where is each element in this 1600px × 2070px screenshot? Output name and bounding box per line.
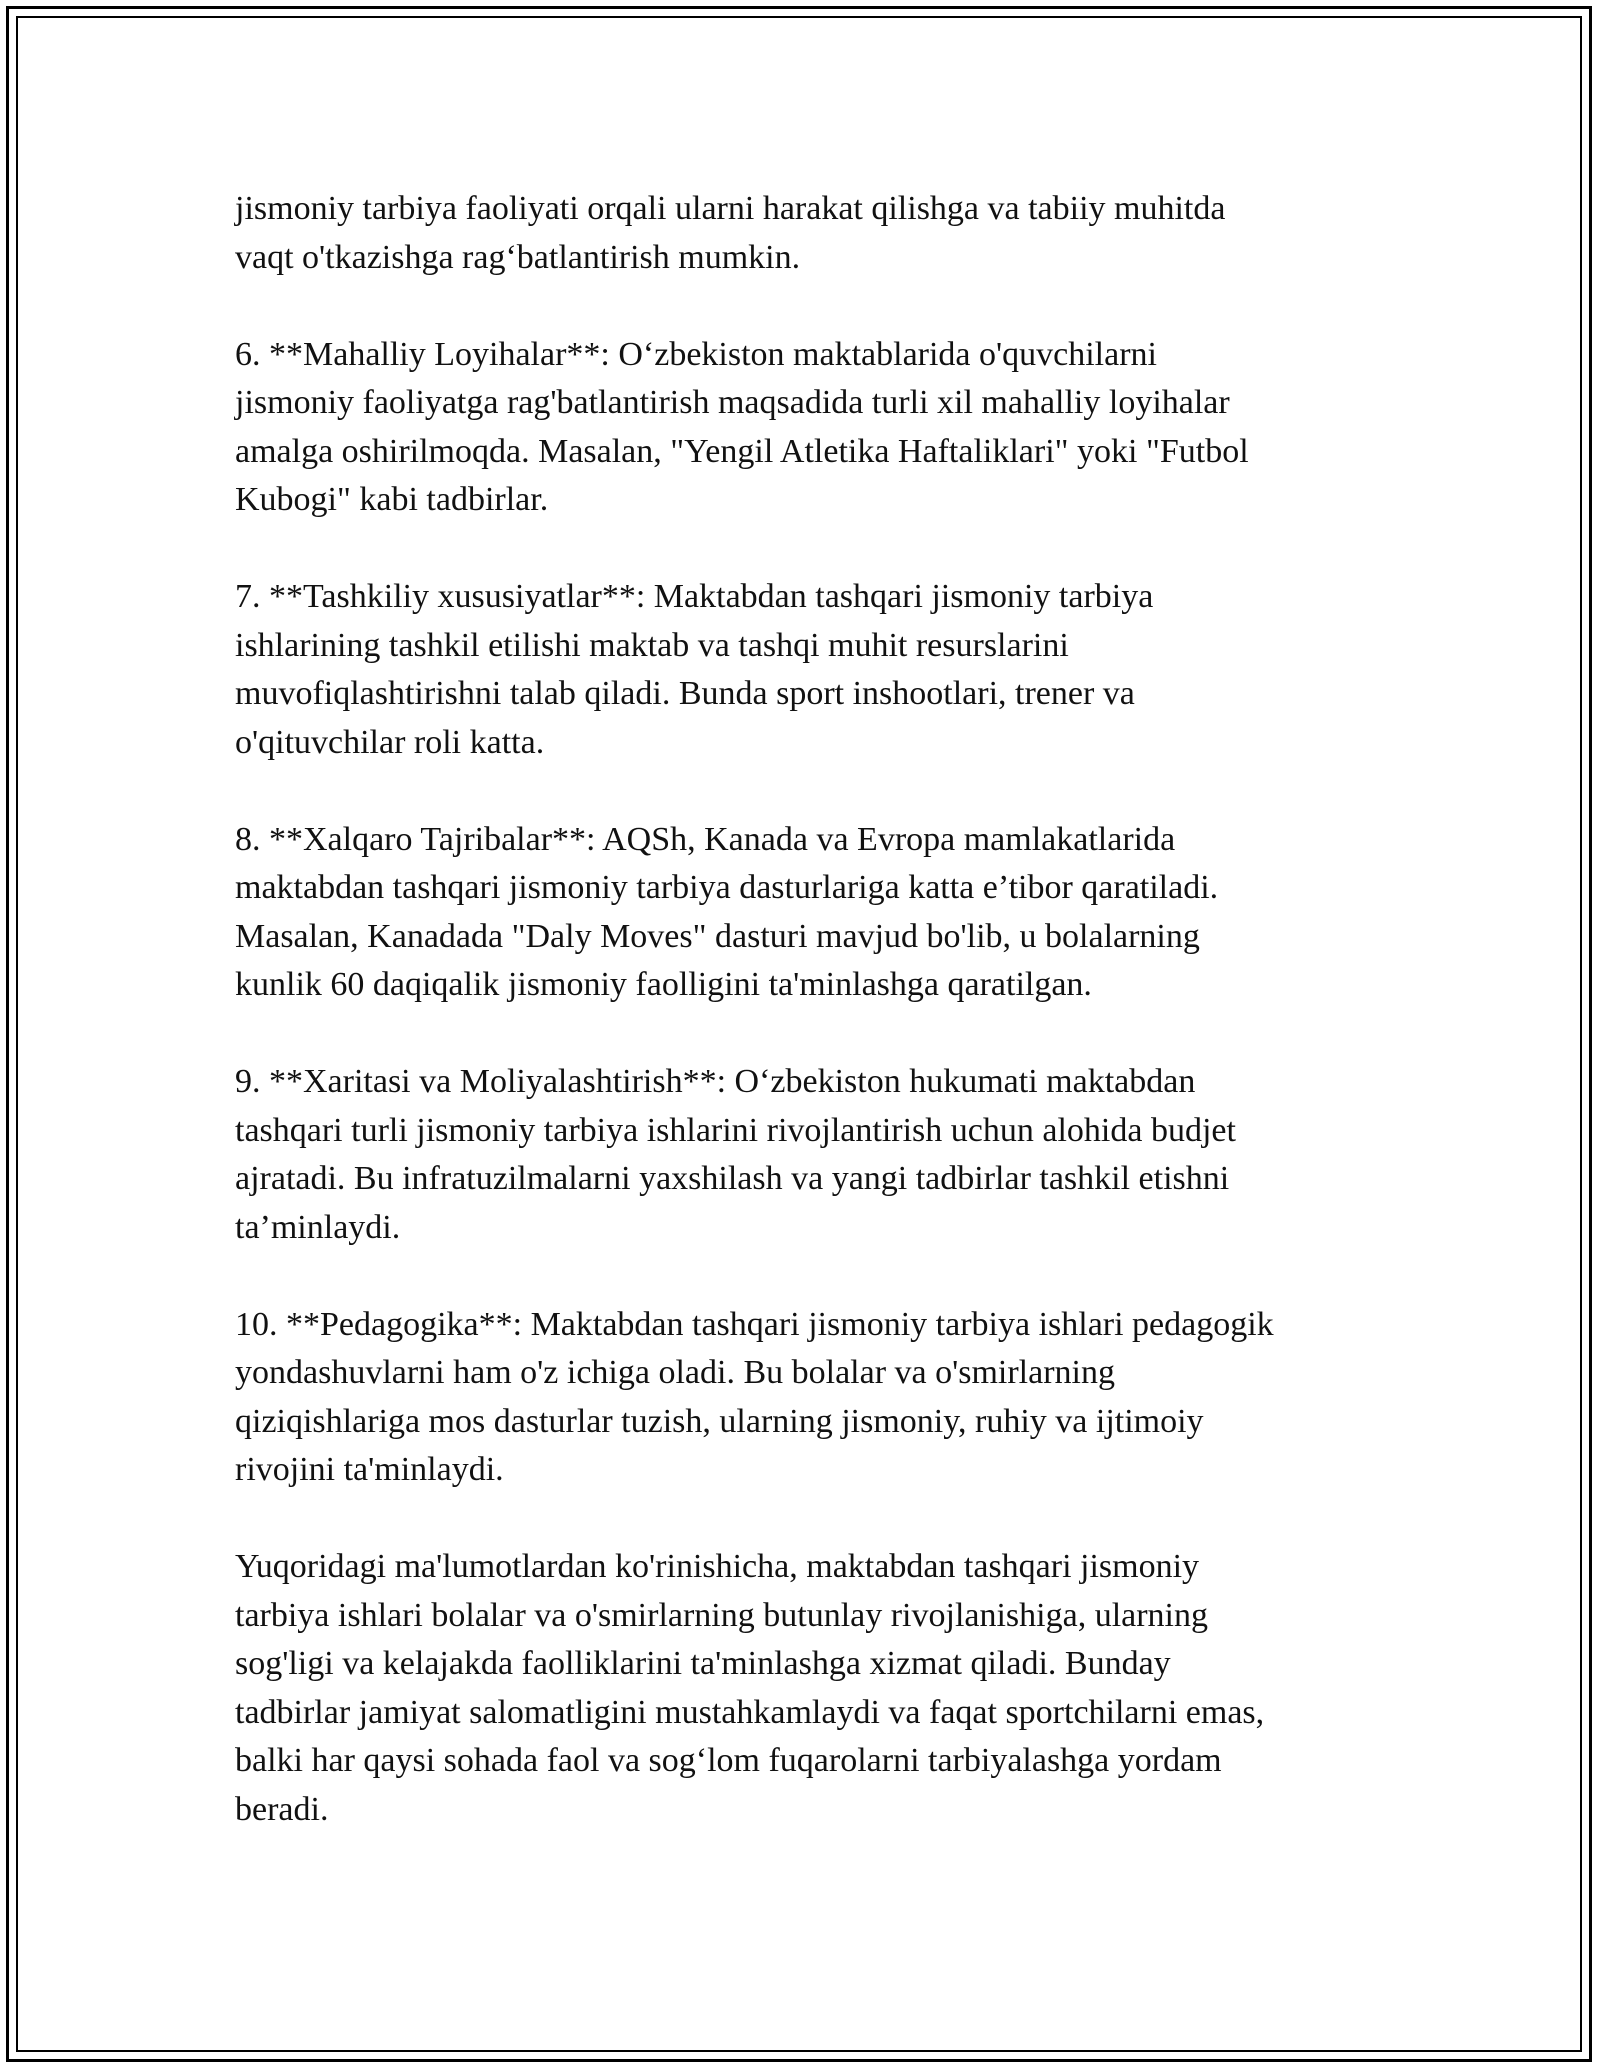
paragraph-conclusion: Yuqoridagi ma'lumotlardan ko'rinishicha, maktabdan tashqari jismoniy tarbiya ishlari bolalar va o'smirlarning butunlay rivojlanishiga, ularning sog'ligi va kelajakda faolliklarini ta'minlashga xizmat qiladi. Bunday tadbirlar jamiyat salomatligini mustahkamlaydi va faqat sportchilarni emas, balki har qaysi sohada faol va sog‘lom fuqarolarni tarbiyalashga yordam beradi. <box>235 1548 1265 1828</box>
paragraph-continuation: jismoniy tarbiya faoliyati orqali ularni harakat qilishga va tabiiy muhitda vaqt o'tkazishga rag‘batlantirish mumkin. <box>235 190 1226 276</box>
paragraph-item-6: 6. **Mahalliy Loyihalar**: O‘zbekiston maktablarida o'quvchilarni jismoniy faoliyatga rag'batlantirish maqsadida turli xil mahalliy loyihalar amalga oshirilmoqda. Masalan, "Yengil Atletika Haftaliklari" yoki "Futbol Kubogi" kabi tadbirlar. <box>235 335 1249 518</box>
paragraph-item-8: 8. **Xalqaro Tajribalar**: AQSh, Kanada va Evropa mamlakatlarida maktabdan tashqari jismoniy tarbiya dasturlariga katta e’tibor qaratiladi. Masalan, Kanadada "Daly Moves" dasturi mavjud bo'lib, u bolalarning kunlik 60 daqiqalik jismoniy faolligini ta'minlashga qaratilgan. <box>235 820 1219 1003</box>
paragraph-item-7: 7. **Tashkiliy xususiyatlar**: Maktabdan tashqari jismoniy tarbiya ishlarining tashkil etilishi maktab va tashqi muhit resurslarini muvofiqlashtirishni talab qiladi. Bunda sport inshootlari, trener va o'qituvchilar roli katta. <box>235 578 1154 761</box>
document-body <box>235 185 1375 1883</box>
paragraph-item-10: 10. **Pedagogika**: Maktabdan tashqari jismoniy tarbiya ishlari pedagogik yondashuvlarni ham o'z ichiga oladi. Bu bolalar va o'smirlarning qiziqishlariga mos dasturlar tuzish, ularning jismoniy, ruhiy va ijtimoiy rivojini ta'minlaydi. <box>235 1305 1274 1488</box>
paragraph-item-9: 9. **Xaritasi va Moliyalashtirish**: O‘zbekiston hukumati maktabdan tashqari turli jismoniy tarbiya ishlarini rivojlantirish uchun alohida budjet ajratadi. Bu infratuzilmalarni yaxshilash va yangi tadbirlar tashkil etishni ta’minlaydi. <box>235 1063 1236 1246</box>
